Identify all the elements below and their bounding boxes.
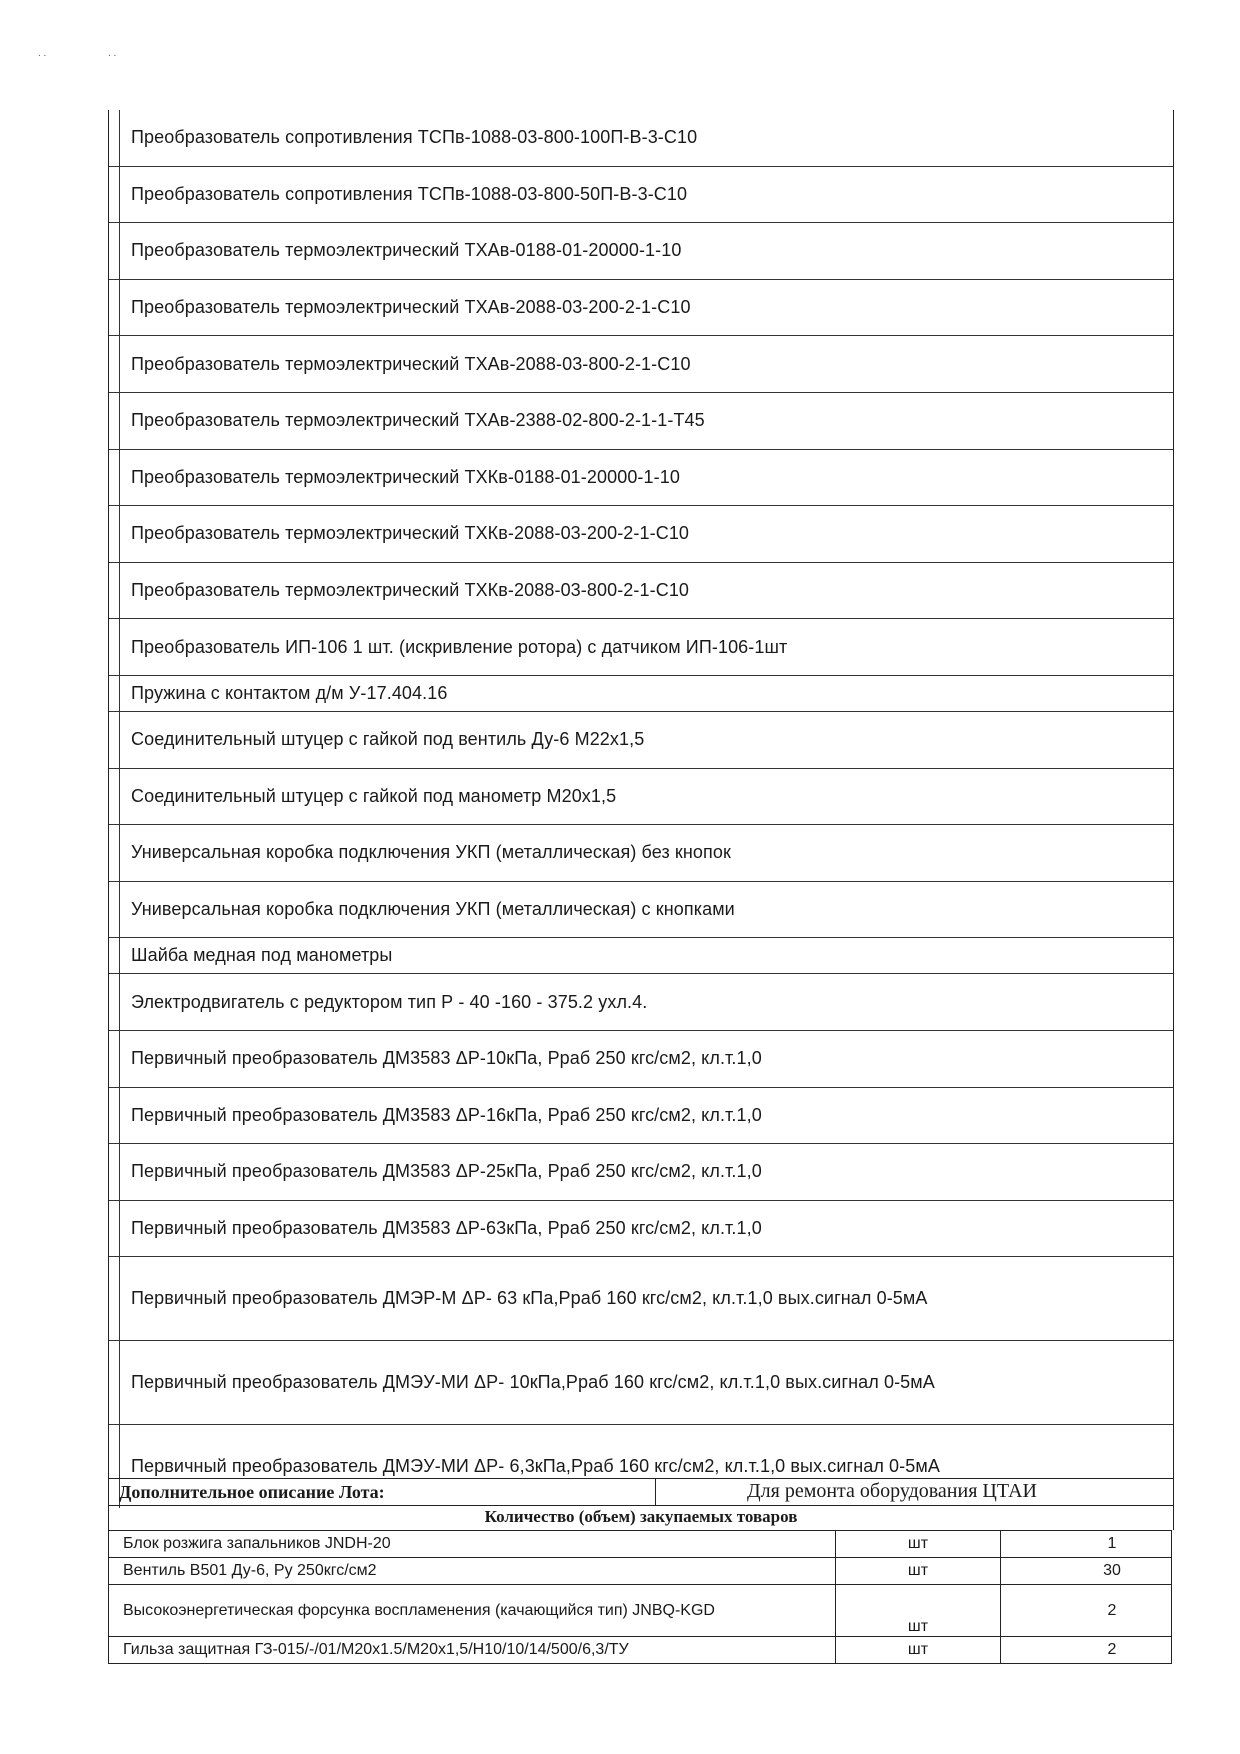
list-item xyxy=(109,506,1173,563)
list-item xyxy=(109,1201,1173,1258)
list-item xyxy=(109,223,1173,280)
item-text: Первичный преобразователь ДМ3583 ΔР-63кПа, Рраб 250 кгс/см2, кл.т.1,0 xyxy=(131,1217,762,1238)
item-text: Преобразователь термоэлектрический ТХАв-0188-01-20000-1-10 xyxy=(131,240,682,261)
table-row xyxy=(109,1585,1172,1637)
goods-unit: шт xyxy=(836,1585,1001,1637)
table-row xyxy=(109,1531,1172,1558)
table-row xyxy=(109,1637,1172,1664)
lot-description xyxy=(108,1478,1174,1506)
list-item xyxy=(109,336,1173,393)
goods-qty: 1 xyxy=(1001,1531,1172,1558)
list-item xyxy=(109,393,1173,450)
quantity-title: Количество (объем) закупаемых товаров xyxy=(108,1504,1174,1530)
goods-unit: шт xyxy=(836,1531,1001,1558)
list-item xyxy=(109,619,1173,676)
list-item xyxy=(109,450,1173,507)
list-item xyxy=(109,1341,1173,1425)
list-item xyxy=(109,1088,1173,1145)
list-item xyxy=(109,712,1173,769)
item-text: Преобразователь термоэлектрический ТХАв-2088-03-200-2-1-С10 xyxy=(131,297,691,318)
list-item xyxy=(109,110,1173,167)
column-divider xyxy=(655,1479,656,1505)
list-item xyxy=(109,563,1173,620)
goods-qty: 30 xyxy=(1001,1558,1172,1585)
goods-table xyxy=(108,1530,1172,1664)
item-text: Первичный преобразователь ДМ3583 ΔР-25кПа, Рраб 250 кгс/см2, кл.т.1,0 xyxy=(131,1161,762,1182)
list-item xyxy=(109,280,1173,337)
goods-qty: 2 xyxy=(1001,1585,1172,1637)
lot-description-label: Дополнительное описание Лота: xyxy=(119,1482,385,1502)
list-item xyxy=(109,1031,1173,1088)
goods-unit: шт xyxy=(836,1637,1001,1664)
list-item xyxy=(109,167,1173,224)
goods-name: Гильза защитная ГЗ-015/-/01/М20х1.5/М20х1,5/Н10/10/14/500/6,3/ТУ xyxy=(109,1637,836,1664)
item-text: Первичный преобразователь ДМ3583 ΔР-16кПа, Рраб 250 кгс/см2, кл.т.1,0 xyxy=(131,1104,762,1125)
list-item xyxy=(109,769,1173,826)
item-text: Преобразователь термоэлектрический ТХКв-0188-01-20000-1-10 xyxy=(131,466,680,487)
list-item xyxy=(109,974,1173,1031)
goods-name: Блок розжига запальников JNDH-20 xyxy=(109,1531,836,1558)
scan-mark: . . xyxy=(38,48,47,59)
list-item xyxy=(109,1257,1173,1341)
list-item xyxy=(109,676,1173,712)
items-list xyxy=(108,110,1174,1508)
item-text: Соединительный штуцер с гайкой под манометр М20х1,5 xyxy=(131,785,617,806)
item-text: Преобразователь термоэлектрический ТХКв-2088-03-200-2-1-С10 xyxy=(131,523,690,544)
list-item xyxy=(109,825,1173,882)
list-item xyxy=(109,1144,1173,1201)
item-text: Преобразователь термоэлектрический ТХАв-2088-03-800-2-1-С10 xyxy=(131,353,691,374)
item-text: Пружина с контактом д/м У-17.404.16 xyxy=(131,682,448,703)
item-text: Электродвигатель с редуктором тип Р - 40 -160 - 375.2 ухл.4. xyxy=(131,991,648,1012)
item-text: Преобразователь ИП-106 1 шт. (искривление ротора) с датчиком ИП-106-1шт xyxy=(131,636,788,657)
item-text: Первичный преобразователь ДМЭУ-МИ ΔР- 6,3кПа,Рраб 160 кгс/см2, кл.т.1,0 вых.сигнал 0-5мА xyxy=(131,1456,940,1477)
goods-name: Высокоэнергетическая форсунка воспламенения (качающийся тип) JNBQ-KGD xyxy=(109,1585,836,1637)
goods-unit: шт xyxy=(836,1558,1001,1585)
goods-name: Вентиль В501 Ду-6, Ру 250кгс/см2 xyxy=(109,1558,836,1585)
goods-qty: 2 xyxy=(1001,1637,1172,1664)
item-text: Первичный преобразователь ДМ3583 ΔР-10кПа, Рраб 250 кгс/см2, кл.т.1,0 xyxy=(131,1048,762,1069)
list-item xyxy=(109,882,1173,939)
lot-description-value: Для ремонта оборудования ЦТАИ xyxy=(747,1480,1037,1502)
list-item xyxy=(109,938,1173,974)
item-text: Преобразователь термоэлектрический ТХАв-2388-02-800-2-1-1-Т45 xyxy=(131,410,705,431)
item-text: Универсальная коробка подключения УКП (металлическая) без кнопок xyxy=(131,842,731,863)
item-text: Первичный преобразователь ДМЭР-М ΔР- 63 кПа,Рраб 160 кгс/см2, кл.т.1,0 вых.сигнал 0-5мА xyxy=(131,1288,928,1309)
scan-mark: . . xyxy=(108,48,117,59)
item-text: Преобразователь сопротивления ТСПв-1088-03-800-100П-В-3-С10 xyxy=(131,127,698,148)
item-text: Универсальная коробка подключения УКП (металлическая) с кнопками xyxy=(131,899,735,920)
item-text: Первичный преобразователь ДМЭУ-МИ ΔР- 10кПа,Рраб 160 кгс/см2, кл.т.1,0 вых.сигнал 0-5мА xyxy=(131,1372,935,1393)
item-text: Преобразователь термоэлектрический ТХКв-2088-03-800-2-1-С10 xyxy=(131,580,690,601)
table-row xyxy=(109,1558,1172,1585)
item-text: Шайба медная под манометры xyxy=(131,945,393,966)
item-text: Преобразователь сопротивления ТСПв-1088-03-800-50П-В-3-С10 xyxy=(131,183,688,204)
item-text: Соединительный штуцер с гайкой под вентиль Ду-6 М22х1,5 xyxy=(131,729,645,750)
